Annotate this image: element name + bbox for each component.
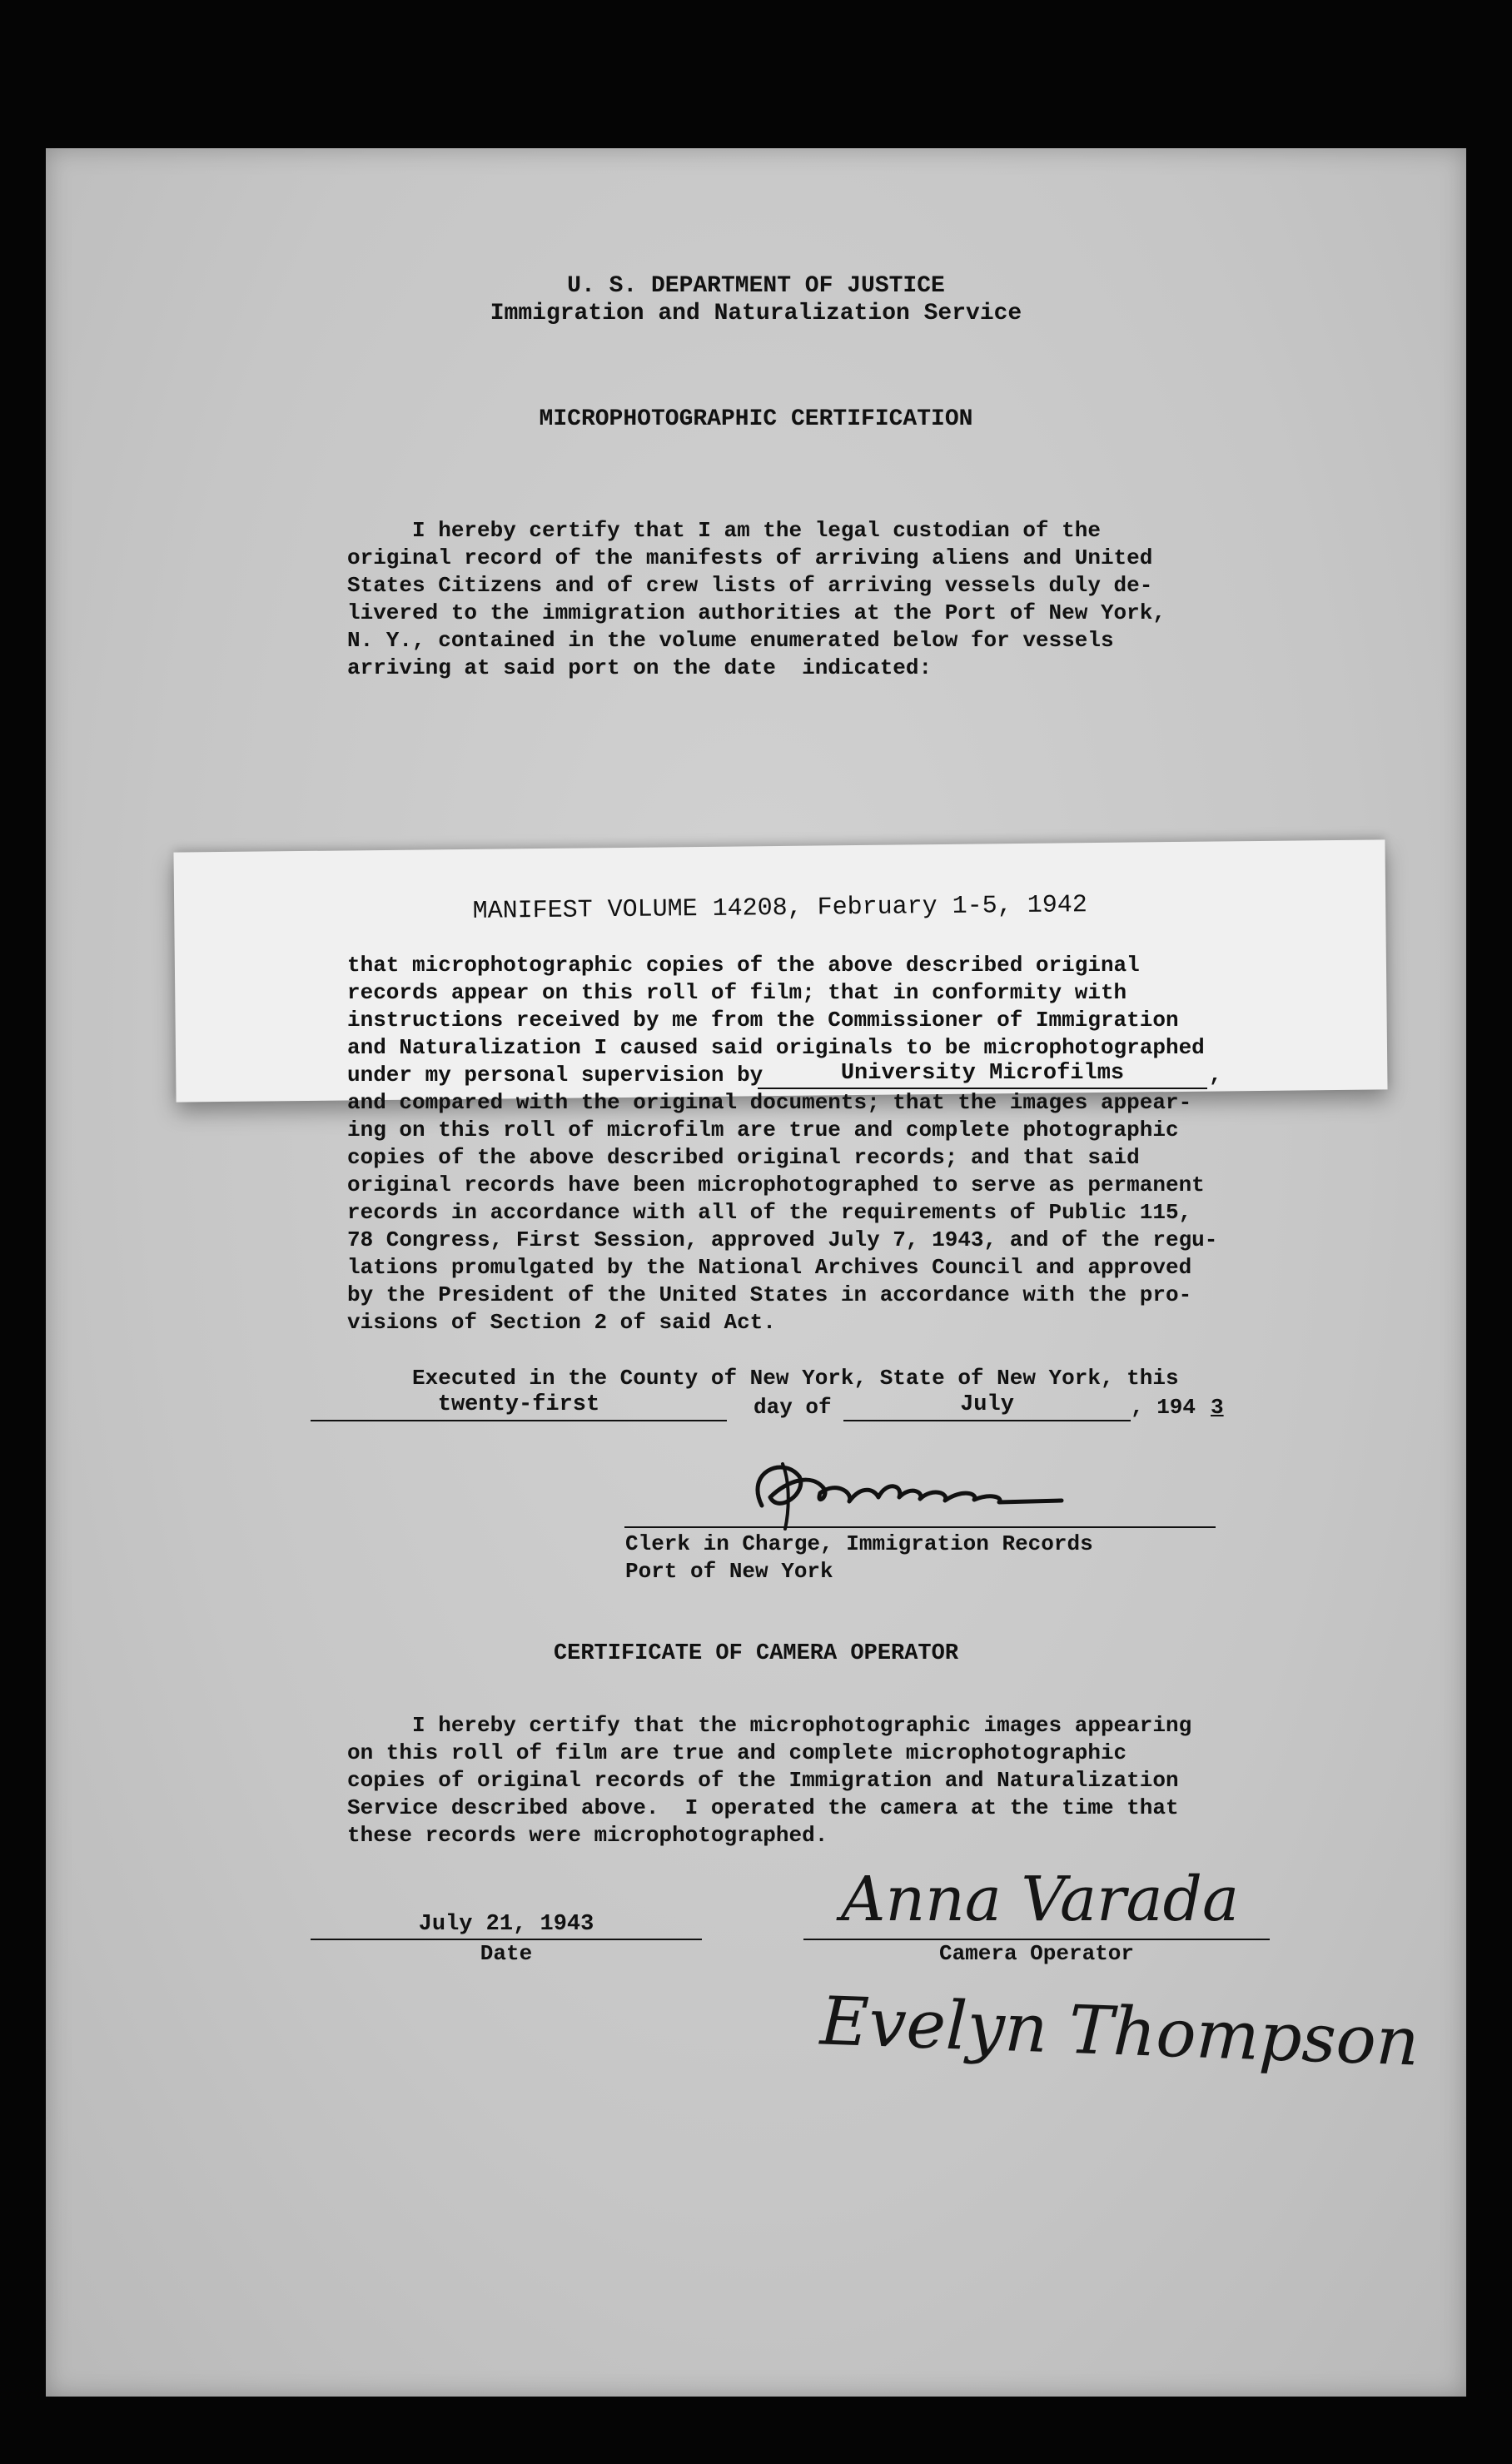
intro-line: I hereby certify that I am the legal custodian of the <box>347 518 1101 543</box>
microfilm-company: University Microfilms <box>840 1061 1125 1086</box>
body-line: lations promulgated by the National Archives Council and approved <box>347 1255 1192 1280</box>
intro-line: arriving at said port on the date indicated: <box>347 655 933 680</box>
camera-line: I hereby certify that the microphotographic images appearing <box>347 1713 1192 1738</box>
body-line: and compared with the original documents; that the images appear- <box>347 1090 1192 1115</box>
second-signature: Evelyn Thompson <box>818 1982 1420 2081</box>
clerk-signature-line <box>624 1526 1216 1528</box>
clerk-title: Clerk in Charge, Immigration Records <box>625 1531 1093 1556</box>
camera-certificate-title: CERTIFICATE OF CAMERA OPERATOR <box>553 1641 959 1666</box>
comma: , <box>1209 1063 1222 1088</box>
camera-line: these records were microphotographed. <box>347 1823 828 1848</box>
body-line: records appear on this roll of film; that in conformity with <box>347 980 1127 1005</box>
month-underline <box>843 1420 1131 1421</box>
execution-year-digit: 3 <box>1211 1395 1224 1420</box>
execution-month: July <box>960 1392 1014 1417</box>
camera-line: on this roll of film are true and complete microphotographic <box>347 1740 1127 1765</box>
execution-year-prefix: , 194 <box>1131 1395 1196 1420</box>
camera-line: copies of original records of the Immigration and Naturalization <box>347 1768 1179 1793</box>
operator-label: Camera Operator <box>938 1941 1135 1966</box>
intro-line: N. Y., contained in the volume enumerated below for vessels <box>347 628 1114 653</box>
day-underline <box>311 1420 727 1421</box>
certificate-date: July 21, 1943 <box>418 1912 594 1937</box>
operator-signature: Anna Varada <box>841 1864 1240 1935</box>
date-underline <box>311 1939 702 1940</box>
body-line: that microphotographic copies of the above described original <box>347 953 1140 978</box>
camera-line: Service described above. I operated the camera at the time that <box>347 1795 1179 1820</box>
day-of-label: day of <box>754 1395 832 1420</box>
executed-line: Executed in the County of New York, State of New York, this <box>347 1366 1179 1391</box>
date-label: Date <box>480 1941 533 1966</box>
certification-title: MICROPHOTOGRAPHIC CERTIFICATION <box>539 406 973 432</box>
body-line: records in accordance with all of the requirements of Public 115, <box>347 1200 1192 1225</box>
body-line: original records have been microphotographed to serve as permanent <box>347 1172 1205 1197</box>
certificate-page <box>46 148 1466 2397</box>
body-line: copies of the above described original records; and that said <box>347 1145 1140 1170</box>
service-heading: Immigration and Naturalization Service <box>490 301 1022 326</box>
body-line: and Naturalization I caused said originals to be microphotographed <box>347 1035 1205 1060</box>
clerk-signature <box>712 1447 1095 1539</box>
intro-line: livered to the immigration authorities at the Port of New York, <box>347 600 1166 625</box>
body-line: 78 Congress, First Session, approved July 7, 1943, and of the regu- <box>347 1227 1218 1252</box>
manifest-volume-label: MANIFEST VOLUME 14208, February 1-5, 1942 <box>472 891 1087 926</box>
operator-signature-line <box>803 1939 1270 1940</box>
body-line: under my personal supervision by <box>347 1063 763 1088</box>
execution-day: twenty-first <box>437 1392 600 1417</box>
intro-line: States Citizens and of crew lists of arriving vessels duly de- <box>347 573 1153 598</box>
body-line: ing on this roll of microfilm are true and complete photographic <box>347 1118 1179 1142</box>
intro-line: original record of the manifests of arriving aliens and United <box>347 545 1153 570</box>
body-line: visions of Section 2 of said Act. <box>347 1310 776 1335</box>
body-line: instructions received by me from the Commissioner of Immigration <box>347 1008 1179 1033</box>
department-heading: U. S. DEPARTMENT OF JUSTICE <box>567 273 945 299</box>
clerk-office: Port of New York <box>625 1559 833 1584</box>
body-line: by the President of the United States in accordance with the pro- <box>347 1282 1192 1307</box>
